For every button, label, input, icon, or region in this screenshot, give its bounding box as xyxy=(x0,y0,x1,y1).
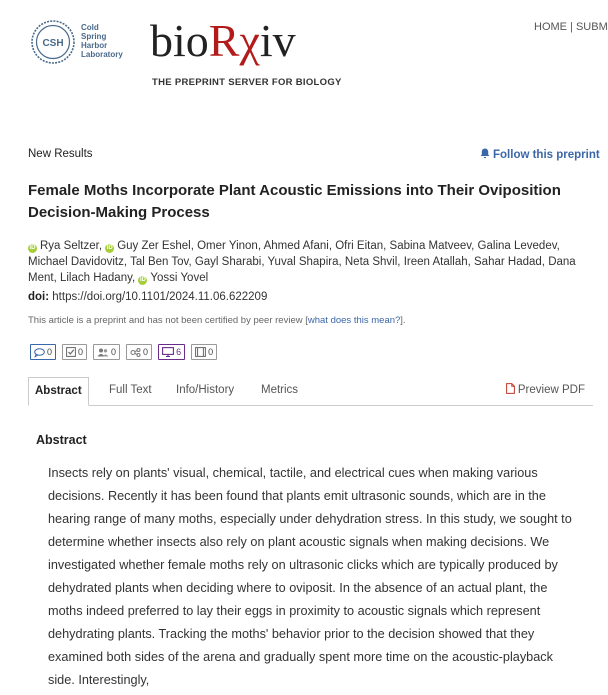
reviews-badge[interactable]: 0 xyxy=(62,344,87,360)
author-name[interactable]: Ahmed Afani xyxy=(263,240,329,252)
author-name[interactable]: Yuval Shapira xyxy=(267,256,339,268)
monitor-icon xyxy=(162,347,174,357)
tab-abstract[interactable]: Abstract xyxy=(28,377,89,406)
author-name[interactable]: Ireen Atallah xyxy=(403,256,468,268)
author-name[interactable]: Michael Davidovitz xyxy=(28,256,124,268)
comments-badge[interactable]: 0 xyxy=(30,344,56,360)
users-icon xyxy=(97,348,109,357)
author-name[interactable]: Lilach Hadany xyxy=(59,272,132,284)
altmetric-badge[interactable]: 6 xyxy=(158,344,185,360)
film-icon xyxy=(195,347,206,357)
author-name[interactable]: Omer Yinon xyxy=(197,240,258,252)
community-badge[interactable]: 0 xyxy=(93,344,120,360)
article-tabs xyxy=(28,377,593,406)
article-title: Female Moths Incorporate Plant Acoustic Emissions into Their Oviposition Decision-Making Process xyxy=(28,182,561,221)
orcid-icon[interactable]: iD xyxy=(106,245,113,251)
what-does-this-mean-link[interactable]: what does this mean? xyxy=(307,315,401,326)
preview-pdf-link[interactable]: Preview PDF xyxy=(506,377,585,403)
abstract-heading: Abstract xyxy=(36,433,87,447)
author-name[interactable]: Neta Shvil xyxy=(344,256,398,268)
preprint-disclaimer: This article is a preprint and has not been certified by peer review [what does this mean?]. xyxy=(28,315,406,326)
checkbox-icon xyxy=(66,347,76,357)
tab-metrics[interactable]: Metrics xyxy=(261,384,299,396)
csh-logo[interactable] xyxy=(30,19,130,65)
author-name[interactable]: Rya Seltzer xyxy=(40,240,99,252)
abstract-text: Insects rely on plants' visual, chemical, tactile, and electrical cues when making various decisions. Recently it has been found that plants emit ultrasonic sounds, which are in the hearing range of many moths, especially under dehydration stress. In this study, we sought to determine whether insects also rely on plant acoustic signals when making decisions. We investigated whether female moths rely on ultrasonic clicks which are typically produced by dehydrated plants when deciding where to oviposit. In the absence of an actual plant, the moths indeed preferred to lay their eggs in proximity to acoustic signals which represent dehydrating plants. Tracking the moths' behavior prior to the decision showed that they examined both sides of the arena and gradually spent more time on the acoustic-playback side. Interestingly, xyxy=(48,466,572,687)
media-badge[interactable]: 0 xyxy=(191,344,217,360)
orcid-icon[interactable]: iD xyxy=(29,245,36,251)
author-name[interactable]: Sabina Matveev xyxy=(389,240,472,252)
top-nav-home[interactable]: HOME | SUBM xyxy=(534,21,608,33)
author-name[interactable]: Ofri Eitan xyxy=(335,240,384,252)
author-name[interactable]: Tal Ben Tov xyxy=(130,256,189,268)
doi-link[interactable]: https://doi.org/10.1101/2024.11.06.622209 xyxy=(52,291,268,303)
biorxiv-logo[interactable]: bioRχiv xyxy=(150,15,296,66)
author-name[interactable]: Dana Ment xyxy=(28,256,576,284)
metric-badges xyxy=(30,344,217,360)
orcid-icon[interactable]: iD xyxy=(139,277,146,283)
author-list: iD Rya Seltzer, iD Guy Zer Eshel, Omer Yinon, Ahmed Afani, Ofri Eitan, Sabina Matveev, Galina Levedev, Michael Davidovitz, Tal Ben Tov, Gayl Sharabi, Yuval Shapira, Neta Shvil, Ireen Atallah, Sahar Hadad, Dana Ment, Lilach Hadany, iD Yossi Yovel xyxy=(28,240,576,284)
svg-text:CSH: CSH xyxy=(42,38,64,49)
csh-name: Cold Spring Harbor Laboratory xyxy=(81,23,123,59)
share-icon xyxy=(130,348,141,357)
author-name[interactable]: Guy Zer Eshel xyxy=(117,240,191,252)
author-name[interactable]: Gayl Sharabi xyxy=(194,256,262,268)
author-name[interactable]: Sahar Hadad xyxy=(474,256,542,268)
follow-preprint-link[interactable]: Follow this preprint xyxy=(480,148,600,161)
doi-line: doi: https://doi.org/10.1101/2024.11.06.622209 xyxy=(28,291,268,303)
section-label: New Results xyxy=(28,148,93,160)
bell-icon xyxy=(480,148,490,159)
shares-badge[interactable]: 0 xyxy=(126,344,152,360)
tab-info-history[interactable]: Info/History xyxy=(176,384,235,396)
comment-icon xyxy=(34,348,45,357)
csh-seal-icon xyxy=(30,19,76,65)
tab-full-text[interactable]: Full Text xyxy=(109,384,152,396)
author-name[interactable]: Galina Levedev xyxy=(477,240,557,252)
pdf-file-icon xyxy=(506,383,515,394)
author-name[interactable]: Yossi Yovel xyxy=(150,272,209,284)
tagline: THE PREPRINT SERVER FOR BIOLOGY xyxy=(152,77,342,88)
